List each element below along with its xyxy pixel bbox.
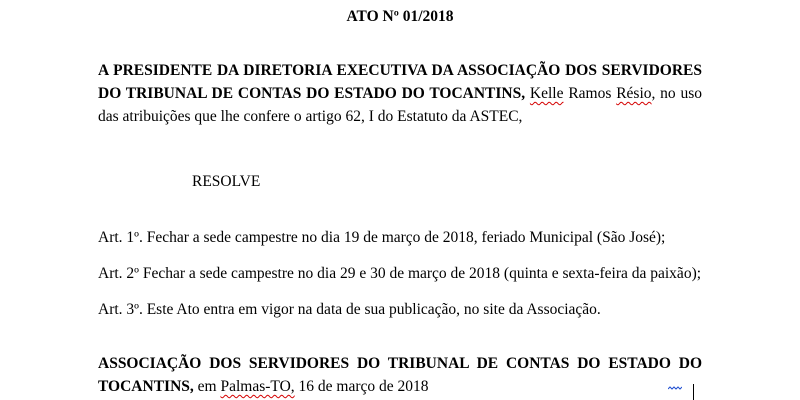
- closing-paragraph: [98, 352, 702, 398]
- president-name-first: Kelle: [529, 85, 564, 102]
- president-name-last: Résio: [616, 85, 652, 102]
- closing-place: Palmas-TO,: [220, 378, 295, 395]
- intro-rest-text: , no uso das atribuições que lhe confere o artigo 62, I do Estatuto da ASTEC,: [98, 85, 703, 125]
- article-2: Art. 2º Fechar a sede campestre no dia 29 e 30 de março de 2018 (quinta e sexta-feira da paixão);: [98, 265, 702, 282]
- article-1: Art. 1º. Fechar a sede campestre no dia 19 de março de 2018, feriado Municipal (São José);: [98, 229, 666, 246]
- intro-paragraph: [98, 59, 702, 128]
- resolve-heading: RESOLVE: [192, 173, 261, 190]
- closing-date: 16 de março de 2018: [298, 378, 429, 395]
- president-name-middle: Ramos: [568, 85, 612, 102]
- closing-place-prefix: em: [197, 378, 217, 395]
- document-title: ATO Nº 01/2018: [346, 8, 454, 25]
- article-3: Art. 3º. Este Ato entra em vigor na data de sua publicação, no site da Associação.: [98, 301, 601, 318]
- margin-marker: [693, 384, 694, 400]
- closing-bold-text: ASSOCIAÇÃO DOS SERVIDORES DO TRIBUNAL DE CONTAS DO ESTADO DO TOCANTINS,: [98, 355, 702, 395]
- grammar-mark-icon: [668, 386, 682, 390]
- intro-bold-text: A PRESIDENTE DA DIRETORIA EXECUTIVA DA ASSOCIAÇÃO DOS SERVIDORES DO TRIBUNAL DE CONTAS DO ESTADO DO TOCANTINS,: [98, 62, 702, 102]
